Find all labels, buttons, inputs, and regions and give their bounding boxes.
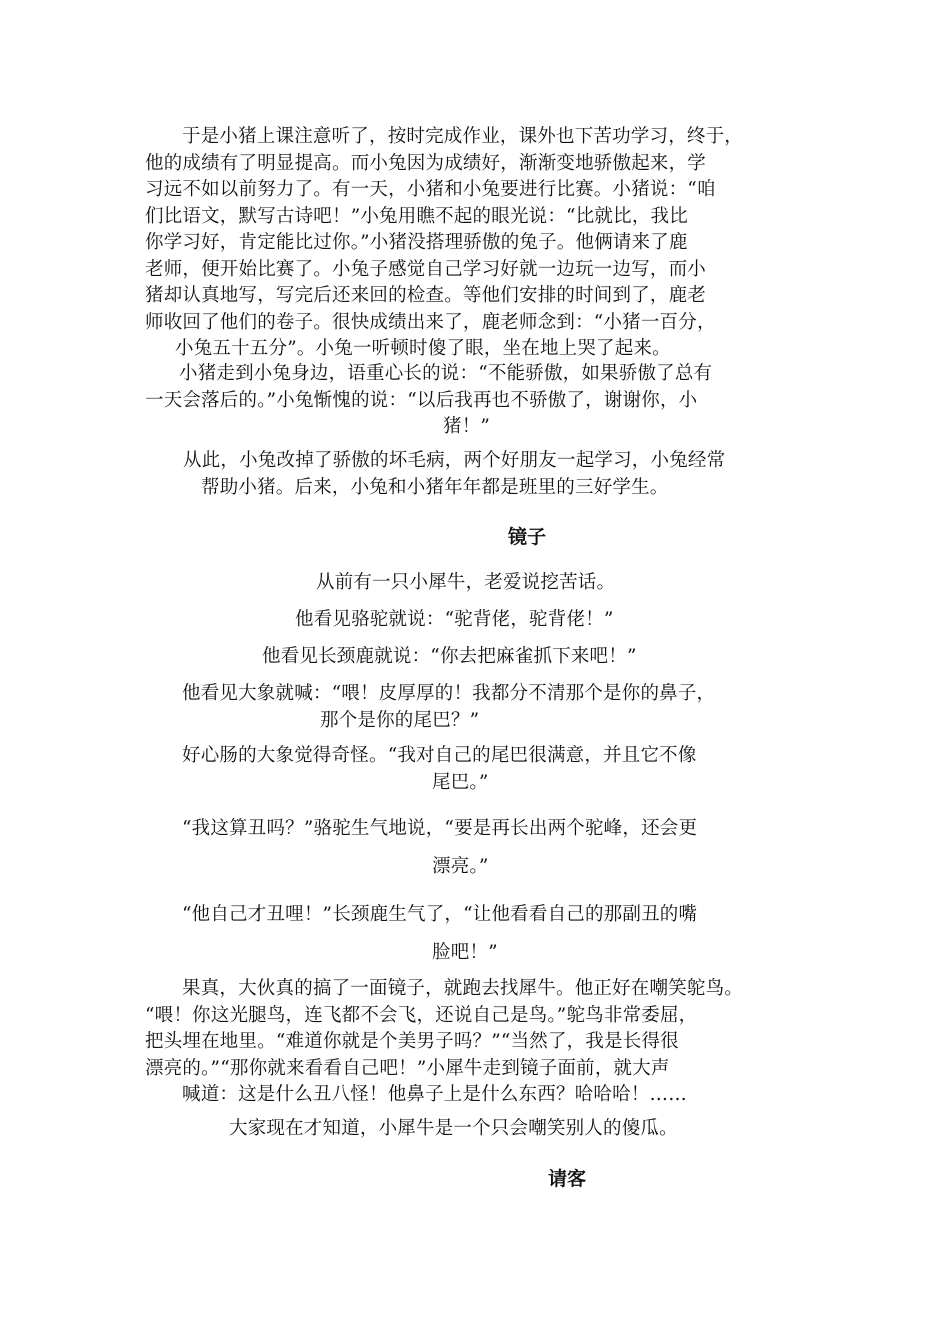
text-line: 他的成绩有了明显提高。而小兔因为成绩好，渐渐变地骄傲起来，学 xyxy=(145,152,707,174)
text-line: 喊道：这是什么丑八怪！他鼻子上是什么东西？哈哈哈！…… xyxy=(182,1084,687,1105)
text-line: 习远不如以前努力了。有一天，小猪和小兔要进行比赛。小猪说：“咱 xyxy=(145,179,716,200)
story-title: 请客 xyxy=(548,1168,587,1190)
text-line: “他自己才丑哩！”长颈鹿生气了，“让他看看自己的那副丑的嘴 xyxy=(182,904,698,925)
text-line: 你学习好，肯定能比过你。”小猪没搭理骄傲的兔子。他俩请来了鹿 xyxy=(145,232,688,253)
text-line: “我这算丑吗？”骆驼生气地说，“要是再长出两个驼峰，还会更 xyxy=(182,818,698,839)
story2-paragraph-3 xyxy=(262,644,637,671)
text-line: 脸吧！” xyxy=(432,941,498,963)
story1-paragraph-3 xyxy=(183,448,725,501)
text-line: “喂！你这光腿鸟，连飞都不会飞，还说自己是鸟。”鸵鸟非常委屈， xyxy=(145,1004,698,1026)
text-line: 他看见长颈鹿就说：“你去把麻雀抓下来吧！” xyxy=(262,646,637,667)
story-title: 镜子 xyxy=(508,526,547,548)
text-line: 他看见大象就喊：“喂！皮厚厚的！我都分不清那个是你的鼻子， xyxy=(182,683,716,704)
text-line: 漂亮的。”“那你就来看看自己吧！”小犀牛走到镜子面前，就大声 xyxy=(145,1057,670,1079)
text-line: 大家现在才知道，小犀牛是一个只会嘲笑别人的傻瓜。 xyxy=(229,1118,678,1139)
text-line: 猪却认真地写，写完后还来回的检查。等他们安排的时间到了，鹿老 xyxy=(145,285,707,306)
story1-paragraph-1 xyxy=(145,124,743,363)
story2-paragraph-2 xyxy=(295,607,614,634)
text-line: 他看见骆驼就说：“驼背佬，驼背佬！” xyxy=(295,609,614,630)
text-line: 小兔五十五分”。小兔一听顿时傻了眼，坐在地上哭了起来。 xyxy=(175,338,671,359)
story2-paragraph-6 xyxy=(182,816,697,880)
text-line: 小猪走到小兔身边，语重心长的说：“不能骄傲，如果骄傲了总有 xyxy=(179,363,713,384)
text-line: 帮助小猪。后来，小兔和小猪年年都是班里的三好学生。 xyxy=(201,476,669,498)
text-line: 们比语文，默写古诗吧！”小兔用瞧不起的眼光说：“比就比，我比 xyxy=(145,205,688,227)
story2-paragraph-7 xyxy=(182,902,697,966)
text-line: 好心肠的大象觉得奇怪。“我对自己的尾巴很满意，并且它不像 xyxy=(182,745,697,766)
text-line: 从此，小兔改掉了骄傲的坏毛病，两个好朋友一起学习，小兔经常 xyxy=(183,450,726,471)
story2-paragraph-8 xyxy=(145,976,743,1109)
story2-paragraph-1 xyxy=(316,570,615,597)
text-line: 老师，便开始比赛了。小兔子感觉自己学习好就一边玩一边写，而小 xyxy=(145,258,707,280)
text-line: 把头埋在地里。“难道你就是个美男子吗？”“当然了，我是长得很 xyxy=(145,1031,679,1052)
text-line: 于是小猪上课注意听了，按时完成作业，课外也下苦功学习，终于， xyxy=(182,126,744,147)
text-line: 师收回了他们的卷子。很快成绩出来了，鹿老师念到：“小猪一百分， xyxy=(145,311,716,333)
story2-paragraph-5 xyxy=(182,743,697,796)
story2-paragraph-9 xyxy=(229,1116,678,1143)
text-line: 漂亮。” xyxy=(432,855,489,877)
text-line: 从前有一只小犀牛，老爱说挖苦话。 xyxy=(316,572,616,593)
text-line: 那个是你的尾巴？” xyxy=(320,709,480,731)
text-line: 猪！” xyxy=(443,416,491,437)
text-line: 尾巴。” xyxy=(432,771,489,793)
story2-paragraph-4 xyxy=(182,681,715,734)
story1-paragraph-2 xyxy=(145,361,712,441)
text-line: 果真，大伙真的搞了一面镜子，就跑去找犀牛。他正好在嘲笑鸵鸟。 xyxy=(182,978,744,999)
text-line: 一天会落后的。”小兔惭愧的说：“以后我再也不骄傲了，谢谢你，小 xyxy=(145,389,698,411)
